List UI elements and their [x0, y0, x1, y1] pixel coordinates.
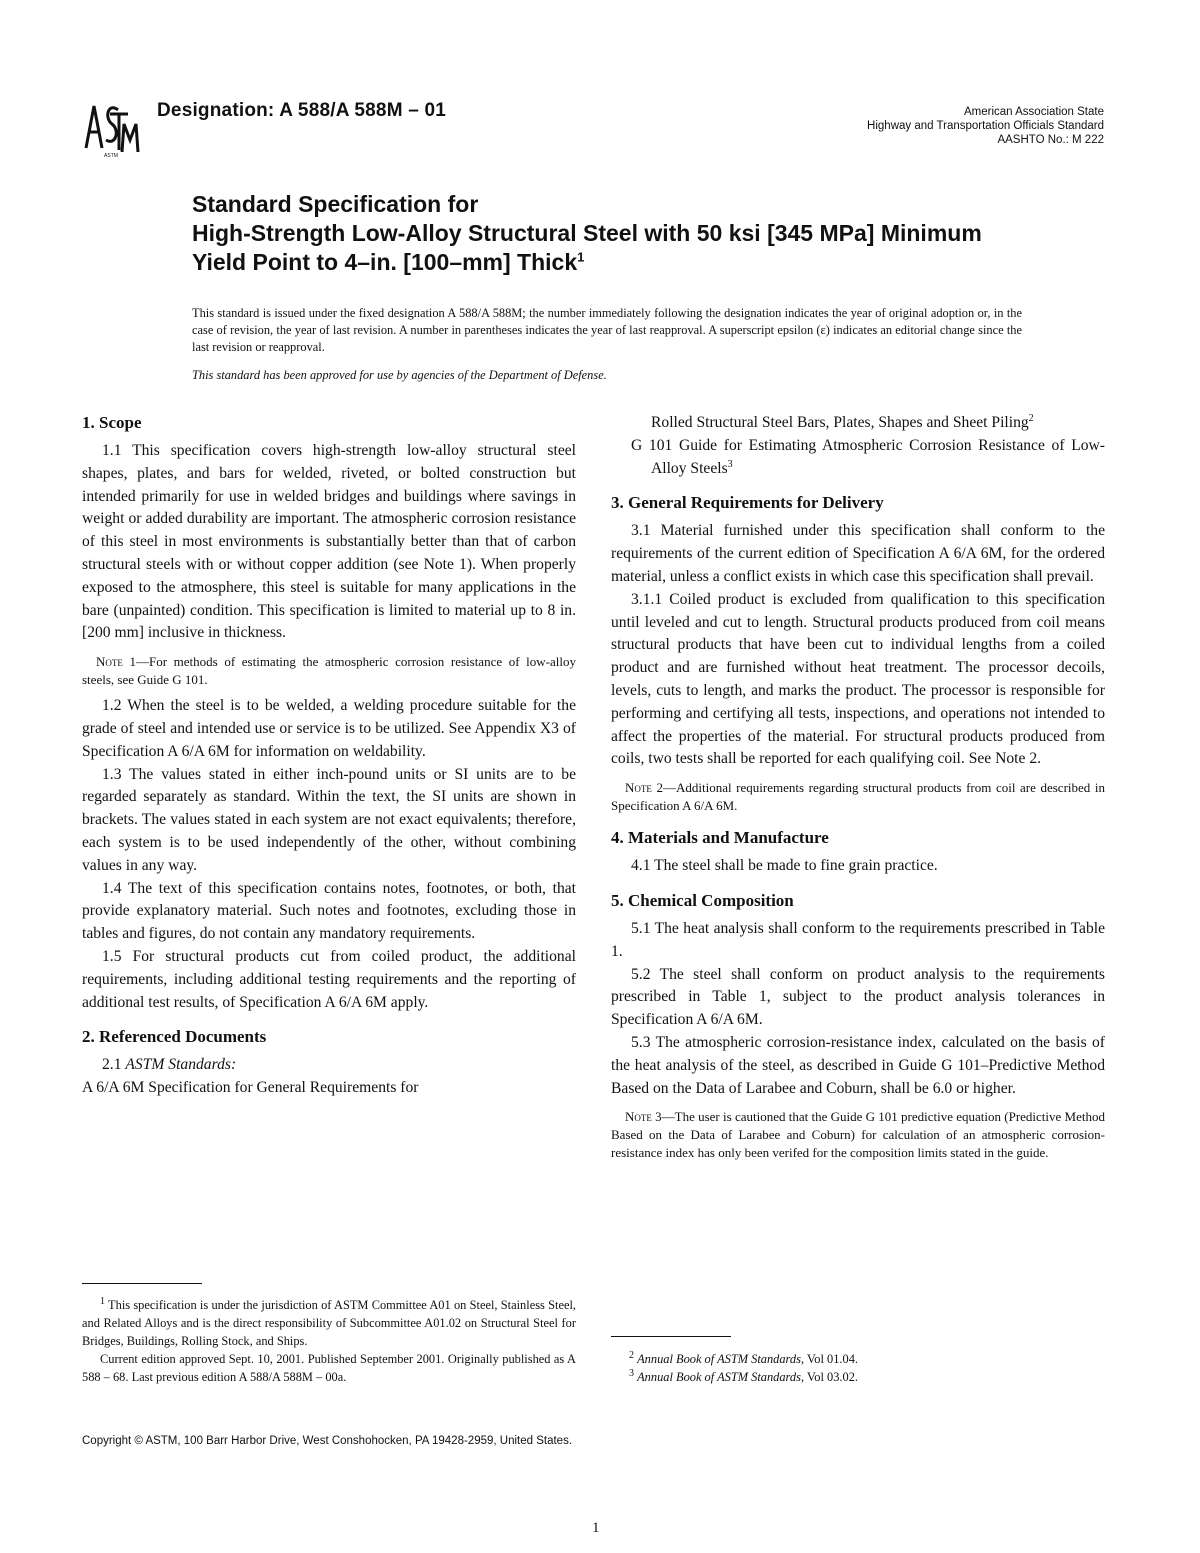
reference-item: A 6/A 6M Specification for General Requirements for	[82, 1079, 419, 1097]
right-column	[611, 412, 1105, 1168]
section-heading: 5. Chemical Composition	[611, 890, 794, 910]
paragraph: 1.4 The text of this specification contains notes, footnotes, or both, that provide explanatory material. Such notes and footnotes, excluding those in tables and figures, do not contain any mandatory requirements.	[82, 879, 576, 943]
section-heading: 3. General Requirements for Delivery	[611, 493, 884, 513]
aashto-line: American Association State	[964, 106, 1104, 118]
footnote: $^1$ This specification is under the jurisdiction of ASTM Committee A01 on Steel, Stainless Steel, and Related Alloys and is the direct responsibility of Subcommittee A01.02 on Structural Steel for Bridges, Buildings, Rolling Stock, and Ships.	[82, 1295, 576, 1348]
footnotes-right	[611, 1350, 1105, 1386]
footnote-rule	[82, 1283, 202, 1284]
paragraph: 4.1 The steel shall be made to fine grain practice.	[631, 857, 938, 875]
aashto-line: Highway and Transportation Officials Standard	[867, 120, 1104, 132]
note: Note 1—For methods of estimating the atmospheric corrosion resistance of low-alloy steels, see Guide G 101.	[82, 654, 576, 688]
reference-item: Rolled Structural Steel Bars, Plates, Shapes and Sheet Piling$^2$	[651, 412, 1034, 431]
astm-logo	[80, 96, 142, 158]
paragraph: 2.1 ASTM Standards:	[102, 1056, 237, 1074]
footnote-rule	[611, 1336, 731, 1337]
document-title	[192, 190, 1012, 277]
footnote: $^2$ Annual Book of ASTM Standards, Vol 01.04.	[629, 1349, 858, 1366]
paragraph: 1.1 This specification covers high-strength low-alloy structural steel shapes, plates, and bars for welded, riveted, or bolted construction but intended primarily for use in welded bridges and buildings where savings in weight or added durability are important. The atmospheric corrosion resistance of this steel in most environments is substantially better than that of carbon structural steels with or without copper addition (see Note 1). When properly exposed to the atmosphere, this steel is suitable for many applications in the bare (unpainted) condition. This specification is limited to material up to 8 in. [200 mm] inclusive in thickness.	[82, 442, 576, 642]
title-line-2: High-Strength Low-Alloy Structural Steel with 50 ksi [345 MPa] Minimum Yield Point to 4–in. [100–mm] Thick$^1$	[192, 220, 982, 275]
issuance-note: This standard is issued under the fixed designation A 588/A 588M; the number immediately following the designation indicates the year of original adoption or, in the case of revision, the year of last revision. A number in parentheses indicates the year of last reapproval. A superscript epsilon (ε) indicates an editorial change since the last revision or reapproval.	[192, 306, 1022, 354]
paragraph: 3.1.1 Coiled product is excluded from qualification to this specification until leveled and cut to length. Structural products produced from coil means structural products that have been cut to individual lengths from a coiled product and are furnished without heat treatment. The processor decoils, levels, cuts to length, and marks the product. The processor is responsible for performing and certifying all tests, inspections, and operations not intended to affect the properties of the material. For structural products produced from coils, two tests shall be reported for each qualifying coil. See Note 2.	[611, 590, 1105, 768]
note: Note 3—The user is cautioned that the Guide G 101 predictive equation (Predictive Method Based on the Data of Larabee and Coburn) for calculation of an atmospheric corrosion-resistance index has only been verifed for the composition limits stated in the guide.	[611, 1109, 1105, 1161]
paragraph: 5.3 The atmospheric corrosion-resistance index, calculated on the basis of the heat analysis of the steel, as described in Guide G 101–Predictive Method Based on the Data of Larabee and Coburn, shall be 6.0 or higher.	[611, 1033, 1105, 1097]
paragraph: 5.2 The steel shall conform on product analysis to the requirements prescribed in Table 1, subject to the product analysis tolerances in Specification A 6/A 6M.	[611, 965, 1105, 1029]
left-column	[82, 412, 576, 1100]
note: Note 2—Additional requirements regarding structural products from coil are described in Specification A 6/A 6M.	[611, 780, 1105, 814]
paragraph: 5.1 The heat analysis shall conform to the requirements prescribed in Table 1.	[611, 919, 1105, 960]
section-heading: 4. Materials and Manufacture	[611, 828, 829, 848]
section-heading: 1. Scope	[82, 413, 142, 432]
copyright: Copyright © ASTM, 100 Barr Harbor Drive, West Conshohocken, PA 19428-2959, United States.	[82, 1435, 573, 1447]
footnote-ref: 1	[577, 249, 585, 265]
section-heading: 2. Referenced Documents	[82, 1027, 267, 1047]
paragraph: 1.5 For structural products cut from coiled product, the additional requirements, including additional testing requirements and the reporting of additional test results, of Specification A 6/A 6M apply.	[82, 947, 576, 1011]
svg-text:ASTM: ASTM	[104, 153, 118, 158]
footnote: $^3$ Annual Book of ASTM Standards, Vol 03.02.	[629, 1367, 858, 1384]
paragraph: 1.3 The values stated in either inch-pound units or SI units are to be regarded separately as standard. Within the text, the SI units are shown in brackets. The values stated in each system are not exact equivalents; therefore, each system is to be used independently of the other, without combining values in any way.	[82, 765, 576, 874]
footnote: Current edition approved Sept. 10, 2001. Published September 2001. Originally published as A 588 – 68. Last previous edition A 588/A 588M – 00a.	[82, 1352, 576, 1384]
aashto-line: AASHTO No.: M 222	[997, 134, 1104, 146]
paragraph: 3.1 Material furnished under this specification shall conform to the requirements of the current edition of Specification A 6/A 6M, for the ordered material, unless a conflict exists in which case this specification shall prevail.	[611, 522, 1105, 585]
page-number: 1	[592, 1520, 600, 1536]
dod-approval: This standard has been approved for use by agencies of the Department of Defense.	[192, 368, 607, 382]
title-line-1: Standard Specification for	[192, 191, 479, 217]
designation: Designation: A 588/A 588M – 01	[157, 100, 446, 121]
reference-item: G 101 Guide for Estimating Atmospheric Corrosion Resistance of Low-Alloy Steels$^3$	[631, 436, 1105, 477]
footnotes-left	[82, 1296, 576, 1386]
aashto-reference	[784, 105, 1104, 147]
paragraph: 1.2 When the steel is to be welded, a welding procedure suitable for the grade of steel and intended use or service is to be utilized. See Appendix X3 of Specification A 6/A 6M for information on weldability.	[82, 697, 576, 760]
